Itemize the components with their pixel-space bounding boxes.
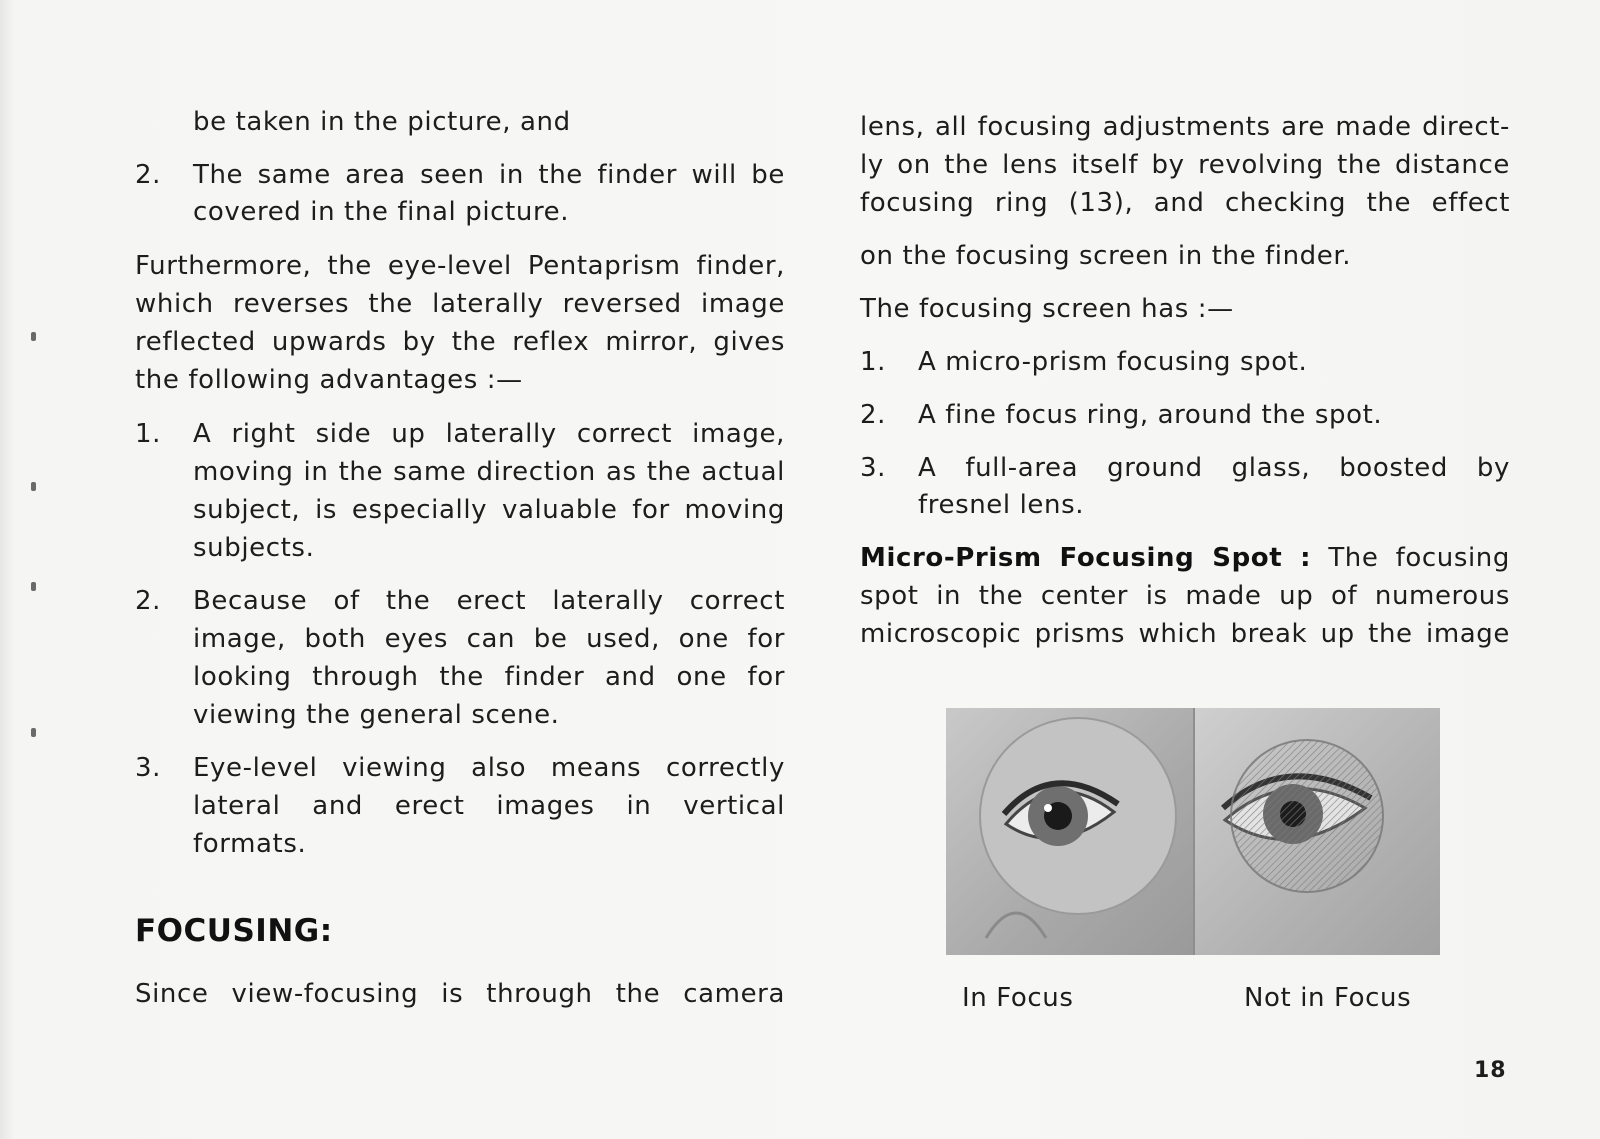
advantage-line: viewing the general scene. xyxy=(193,700,560,730)
paragraph-line: Furthermore, the eye-level Pentaprism finder, xyxy=(135,251,785,281)
paragraph-line: on the focusing screen in the finder. xyxy=(860,241,1352,271)
out-of-focus-eye-icon xyxy=(1195,708,1440,955)
spine-mark xyxy=(31,332,36,341)
paragraph-line: which reverses the laterally reversed image xyxy=(135,289,785,319)
focusing-intro xyxy=(135,976,785,1016)
advantage-number: 2. xyxy=(135,586,162,616)
advantage-line: A right side up laterally correct image, xyxy=(193,419,785,449)
advantage-line: formats. xyxy=(193,829,307,859)
spine-mark xyxy=(31,582,36,591)
screen-item-line: A fine focus ring, around the spot. xyxy=(918,400,1383,430)
item-line: The same area seen in the finder will be xyxy=(193,160,785,190)
advantage-line: moving in the same direction as the actual xyxy=(193,457,785,487)
paragraph-line: spot in the center is made up of numerous xyxy=(860,581,1510,611)
micro-prism-first: The focusing xyxy=(1328,543,1510,573)
screen-item-number: 2. xyxy=(860,400,887,430)
advantage-line: subject, is especially valuable for moving xyxy=(193,495,785,525)
right-column xyxy=(860,109,1510,669)
screen-item-line: A micro-prism focusing spot. xyxy=(918,347,1308,377)
micro-prism-line xyxy=(860,540,1510,576)
spine-mark xyxy=(31,482,36,491)
paragraph-line: microscopic prisms which break up the image xyxy=(860,619,1510,649)
caption-in-focus: In Focus xyxy=(962,983,1074,1013)
intro-tail: be taken in the picture, and xyxy=(193,107,571,137)
item-line: covered in the final picture. xyxy=(193,197,570,227)
paragraph-line: focusing ring (13), and checking the effect xyxy=(860,188,1510,218)
screen-item-line: fresnel lens. xyxy=(918,490,1085,520)
in-focus-eye-icon xyxy=(946,708,1193,955)
spine-mark xyxy=(31,728,36,737)
screen-item-line: A full-area ground glass, boosted by xyxy=(918,453,1510,483)
advantage-line: looking through the finder and one for xyxy=(193,662,785,692)
focus-comparison-photo xyxy=(946,708,1440,955)
focusing-line: Since view-focusing is through the camera xyxy=(135,979,785,1009)
caption-not-in-focus: Not in Focus xyxy=(1244,983,1412,1013)
advantage-line: Eye-level viewing also means correctly xyxy=(193,753,785,783)
advantage-line: Because of the erect laterally correct xyxy=(193,586,785,616)
paragraph-line: lens, all focusing adjustments are made direct- xyxy=(860,112,1510,142)
advantage-line: image, both eyes can be used, one for xyxy=(193,624,785,654)
not-in-focus-photo xyxy=(1195,708,1440,955)
page-number: 18 xyxy=(1474,1058,1507,1083)
advantage-line: subjects. xyxy=(193,533,315,563)
screen-item-number: 1. xyxy=(860,347,887,377)
paragraph-line: reflected upwards by the reflex mirror, gives xyxy=(135,327,785,357)
focusing-heading: FOCUSING: xyxy=(135,913,333,949)
in-focus-photo xyxy=(946,708,1193,955)
advantage-number: 1. xyxy=(135,419,162,449)
screen-item-number: 3. xyxy=(860,453,887,483)
item-number: 2. xyxy=(135,160,162,190)
advantage-number: 3. xyxy=(135,753,162,783)
micro-prism-title: Micro-Prism Focusing Spot : xyxy=(860,543,1312,573)
paragraph-line: the following advantages :— xyxy=(135,365,523,395)
advantage-line: lateral and erect images in vertical xyxy=(193,791,785,821)
screen-intro: The focusing screen has :— xyxy=(860,294,1234,324)
left-column xyxy=(135,104,785,984)
paragraph-line: ly on the lens itself by revolving the distance xyxy=(860,150,1510,180)
